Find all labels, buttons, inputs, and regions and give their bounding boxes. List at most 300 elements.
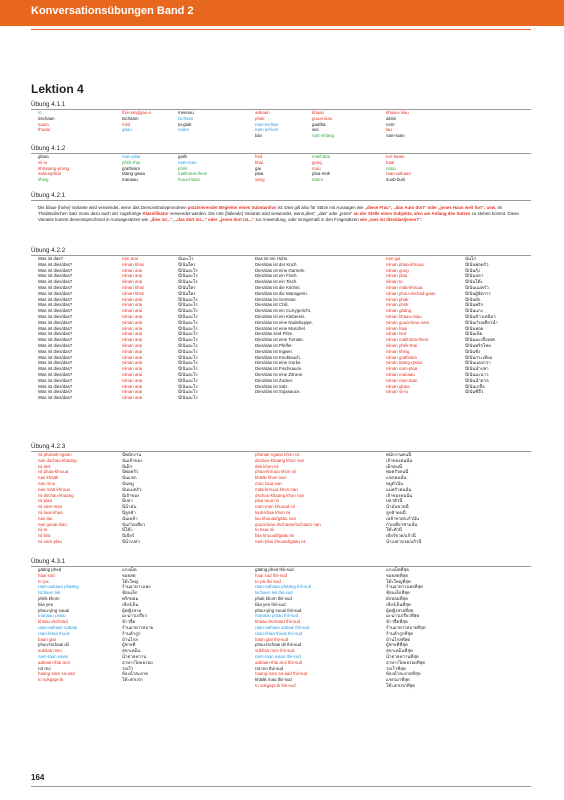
section-4-2-1-heading: Übung 4.2.1: [31, 192, 66, 199]
list-item: khaau: [312, 110, 324, 115]
list-item: aahaan-thai aroi thii-sud: [255, 659, 303, 665]
list-item: niinan makhüüa-theet: [386, 337, 429, 343]
list-item: Dies/das ist Sojasauce.: [255, 389, 301, 395]
list-item: niinan phuu-dschad-gaan: [386, 290, 436, 296]
list-item: niinan gung: [386, 267, 409, 273]
ex412-col-5: [312, 154, 330, 183]
list-item: Dies/das sind Pilze.: [255, 331, 294, 337]
list-item: Was ist das?: [38, 256, 63, 261]
list-item: to sokgaprok: [38, 677, 64, 683]
list-item: nam-taan waan thii-sud: [255, 653, 301, 659]
list-item: niinan arai: [122, 296, 143, 302]
list-item: gäau: [122, 127, 132, 133]
section-4-1-2-heading: Übung 4.1.2: [31, 145, 66, 152]
list-item: miid: [122, 121, 131, 127]
list-item: saam: [38, 121, 49, 127]
list-item: niinan arai: [122, 383, 143, 389]
list-item: nii biia: [38, 533, 51, 539]
list-item: พ่อครัวคนนี้: [386, 469, 409, 475]
list-item: raan-aahaan phääng thii-sud: [255, 584, 312, 590]
list-item: Was ist dies/das?: [38, 383, 73, 389]
list-item: Was ist dies/das?: [38, 371, 73, 377]
list-item: phuu-ying suuai thii-sud: [255, 607, 302, 613]
list-item: นี่/นั่นใคร: [178, 284, 196, 290]
list-item: นั่นหมู: [122, 480, 134, 486]
page-number: 164: [31, 773, 45, 782]
list-item: นี่/นั่นพริกไทย: [465, 342, 491, 348]
section-4-3-1-heading: Übung 4.3.1: [31, 558, 66, 565]
list-item: นั่นไก่: [465, 256, 476, 261]
list-item: ข้าวจืด: [122, 619, 136, 625]
list-item: wai: [312, 127, 319, 133]
list-item: khai: [255, 159, 264, 165]
list-item: niinan haai: [386, 325, 408, 331]
list-item: lau: [386, 127, 392, 133]
list-item: นี่/นั่นอะไร: [178, 354, 198, 360]
list-item: เบียร์เย็นที่สุด: [386, 601, 411, 607]
list-item: niinan nam-plaa: [386, 366, 418, 372]
list-item: niinan arai: [122, 302, 143, 308]
list-item: แม่ครัวคนนั้น: [386, 486, 412, 492]
list-item: khaau dschüüd thii-sud: [255, 619, 301, 625]
list-item: นี่/นั่นแกง: [465, 308, 483, 314]
list-item: Dies/das ist die Managerin.: [255, 290, 308, 296]
list-item: täang-gwaa: [122, 171, 145, 177]
list-item: niinan khing: [386, 348, 410, 354]
list-item: niinan arai: [122, 360, 143, 366]
list-item: phrik khom: [38, 595, 60, 601]
list-item: niinan grathiiam: [386, 354, 417, 360]
list-item: Dies/das ist Fischsauce.: [255, 366, 303, 372]
section-4-1-1-heading: Übung 4.1.1: [31, 101, 66, 108]
list-item: Dies/das ist Knoblauch.: [255, 354, 301, 360]
list-item: meenuu: [178, 110, 194, 115]
list-item: niinan phak: [386, 296, 409, 302]
list-item: naam: [178, 127, 189, 133]
list-item: นี่/นั่นอะไร: [178, 308, 198, 314]
list-item: to tuua nii: [255, 527, 275, 533]
list-item: นี่/นั่นปลา: [465, 273, 484, 279]
list-item: nam-taan: [386, 133, 405, 139]
list-item: niinan phaa-khruua: [386, 261, 424, 267]
list-item: raan-aahaan phääng: [38, 584, 79, 590]
list-item: tschaen lek thii-sud: [255, 590, 293, 596]
list-item: glüüa: [38, 154, 49, 159]
list-item: ห้องน้ำสะอาดที่สุด: [386, 671, 421, 677]
list-item: luuk-khaa khon nii: [255, 509, 291, 515]
list-item: niinan arai: [122, 313, 143, 319]
ex411-col-5: [312, 110, 334, 139]
list-item: อาหารไทยอร่อยที่สุด: [386, 659, 426, 665]
list-item: nii phaa-khruua: [38, 469, 69, 475]
list-item: gaafää: [312, 121, 326, 127]
ex423-right-thai: [386, 452, 421, 545]
footer-rule: [31, 786, 531, 787]
list-item: biia yen: [38, 601, 54, 607]
list-item: โต๊ะใหญ่: [122, 578, 139, 584]
list-item: ผู้ชายดีที่สุด: [386, 642, 408, 648]
list-item: aahaan: [255, 110, 270, 115]
list-item: muu: [312, 165, 321, 171]
list-item: นี่/นั่นอะไร: [178, 395, 198, 401]
list-item: dschau-khaang khon nan: [255, 492, 305, 498]
list-item: Was ist dies/das?: [38, 354, 73, 360]
list-item: Dies/das ist Zucker.: [255, 377, 294, 383]
list-item: นี่/นั่นขิง: [465, 348, 481, 354]
list-item: นี่น้ำเปล่า: [122, 538, 140, 544]
list-item: ห้องน้ำสะอาด: [122, 671, 149, 677]
text-run: ist. Dies gilt also für Sätze mit Aussagen wie: [276, 205, 365, 210]
list-item: ปลาตัวนี้: [386, 498, 403, 504]
list-item: Dies/das ist ein Klebereis.: [255, 313, 306, 319]
list-item: niinan khrai: [122, 284, 145, 290]
list-item: หอยสดที่สุด: [386, 572, 409, 578]
list-item: นี่พนักงาน: [122, 452, 142, 457]
list-item: หอยสด: [122, 572, 136, 578]
list-item: thii-nang/gau-ii: [122, 110, 151, 115]
list-item: นี่เจ้าของ: [122, 492, 140, 498]
list-item: niinan khrai: [122, 290, 145, 296]
list-item: nam-plau khuuad/gääu nii: [255, 538, 306, 544]
text-run: zu stehen kommt. Diese Variante kommt dementsprechend in Aussagesätzen wie: [38, 211, 519, 222]
list-item: rot reo: [38, 665, 51, 671]
list-item: ta-glab: [178, 121, 192, 127]
list-item: Was ist dies/das?: [38, 389, 73, 395]
list-item: manaau priiau: [38, 613, 66, 619]
list-item: แกงเผ็ด: [122, 567, 137, 572]
list-item: raan-aahaan sabaai thii-sud: [255, 624, 310, 630]
list-item: to: [38, 110, 42, 115]
ex431-right-thai: [386, 567, 426, 689]
list-item: ก๋วยเตี๋ยวชามนั้น: [386, 521, 418, 527]
list-item: nam ad-lom: [255, 127, 279, 133]
list-item: biia khuuad/gääu nii: [255, 533, 295, 539]
list-item: nam-man khuuad nii: [255, 504, 295, 510]
list-item: นี่/นั่นผัก: [465, 296, 481, 302]
list-item: Was ist dies/das?: [38, 290, 73, 296]
list-item: raan-aahaan sabaai: [38, 624, 78, 630]
list-item: Dies/das ist Gemüse.: [255, 296, 297, 302]
list-item: นี่พ่อครัว: [122, 469, 139, 475]
ex411-col-3: [178, 110, 194, 133]
list-item: Was ist dies/das?: [38, 284, 73, 290]
list-item: nan dschau-khaang: [38, 457, 77, 463]
list-item: dschau-khaang khon nan: [255, 457, 305, 463]
list-item: นั่นแม่ครัว: [122, 486, 142, 492]
list-item: นี่เด็ก: [122, 463, 133, 469]
list-item: phanak-ngaan khon nii: [255, 452, 300, 457]
list-item: nan gai: [386, 256, 401, 261]
section-rule: [31, 153, 531, 154]
list-item: khääk khon nan: [255, 475, 287, 481]
ex423-left-thai: [122, 452, 145, 545]
list-item: gai: [255, 165, 261, 171]
list-item: นี่/นั่นอะไร: [178, 348, 198, 354]
list-item: mää-khruua khon nan: [255, 486, 298, 492]
list-item: นี่/นั่นกระเทียม: [465, 354, 493, 360]
list-item: นี่/นั่นใคร: [178, 290, 196, 296]
list-item: นั่นแขก: [122, 475, 137, 481]
list-item: biia yen thii-sud: [255, 601, 286, 607]
list-item: นี่น้ำมัน: [122, 504, 137, 510]
list-item: niinan arai: [122, 366, 143, 372]
list-item: plaa: [255, 171, 264, 177]
list-item: นี่/นั่นพ่อครัว: [465, 261, 489, 267]
list-item: รถเร็วที่สุด: [386, 665, 406, 671]
list-item: เจ้าของคนนั้น: [386, 492, 413, 498]
list-item: khrüüang-prung: [38, 165, 70, 171]
list-item: phuu-ying suuai: [38, 607, 70, 613]
list-item: gaihi: [178, 154, 188, 159]
emphasis-run: „dies ist...“, „das dort ist...“ oder „jenes dort ist...“: [149, 217, 255, 222]
list-item: niinan plaa: [386, 273, 408, 279]
list-item: นี่/นั่นกุ้ง: [465, 267, 481, 273]
list-item: gääng phed: [38, 567, 62, 572]
list-item: ผู้หญิงสวย: [122, 607, 142, 613]
list-item: Dies/das ist eine Gurke.: [255, 360, 302, 366]
list-item: raan-khaa thuuk thii-sud: [255, 630, 303, 636]
list-item: นี่/นั่นน้ำตาล: [465, 377, 489, 383]
list-item: aahaan-thai aroi: [38, 659, 70, 665]
ex422-left-german: [38, 256, 72, 401]
ex423-left-translit: [38, 452, 77, 545]
list-item: hed: [255, 154, 263, 159]
list-item: นี่/นั่นอะไร: [178, 279, 198, 285]
ex422-right-translit: [386, 256, 436, 395]
list-item: นี่เบียร์: [122, 533, 135, 539]
list-item: โต๊ะสกปรกที่สุด: [386, 682, 416, 688]
list-item: นี่/นั่นอะไร: [178, 331, 198, 337]
page-header-bar: [0, 0, 564, 26]
list-item: น้ำมันขวดนี้: [386, 504, 409, 510]
list-item: นี่/นั่นอะไร: [178, 313, 198, 319]
list-item: niinan to: [386, 279, 403, 285]
list-item: Das ist ein Huhn.: [255, 256, 289, 261]
list-item: biia: [255, 133, 262, 139]
list-item: gääng phed thii-sud: [255, 567, 294, 572]
emphasis-run: präzisierender Begleiter eines Substantivs: [187, 205, 277, 210]
list-item: ton-haam: [386, 154, 405, 159]
list-item: Was ist dies/das?: [38, 313, 73, 319]
list-item: เด็กคนนี้: [386, 463, 402, 469]
list-item: phrik-thai: [122, 159, 141, 165]
list-item: นี่/นั่นอะไร: [178, 377, 198, 383]
list-item: Was ist dies/das?: [38, 366, 73, 372]
list-item: ร้านค้าถูกที่สุด: [386, 630, 413, 636]
ex411-col-2: [122, 110, 151, 133]
list-item: to yai thii-sud: [255, 578, 281, 584]
list-item: Was ist dies/das?: [38, 342, 73, 348]
list-item: nan muu: [38, 480, 56, 486]
list-item: นี่/นั่นอะไร: [178, 273, 198, 279]
ex423-right-translit: [255, 452, 321, 545]
list-item: ร้านอาหารสบายที่สุด: [386, 624, 426, 630]
list-item: นั่นเหล้า: [122, 515, 138, 521]
list-item: niinan täang-gwaa: [386, 360, 422, 366]
list-item: เบียร์ขวด/แก้วนี้: [386, 533, 416, 539]
list-item: niinan arai: [122, 267, 143, 273]
list-item: to yai: [38, 578, 49, 584]
ex412-col-6: [386, 154, 411, 183]
list-item: tschaen lek: [38, 590, 61, 596]
list-item: niinan phrik: [386, 302, 409, 308]
list-item: โต๊ะใหญ่ที่สุด: [386, 578, 411, 584]
list-item: นี่/นั่นอะไร: [178, 360, 198, 366]
list-item: nii luuk-khaa: [38, 509, 63, 515]
list-item: niinan sii-iu: [386, 389, 408, 395]
list-item: tschaen: [178, 115, 194, 121]
ex431-right-translit: [255, 567, 311, 689]
list-item: Was ist dies/das?: [38, 337, 73, 343]
list-item: นี่/นั่นก๋วยเตี๋ยวน้ำ: [465, 319, 498, 325]
list-item: nii plaa: [38, 498, 52, 504]
ex412-col-2: [122, 154, 145, 183]
ex422-right-german: [255, 256, 313, 395]
list-item: niinan arai: [122, 325, 143, 331]
list-item: แกงเผ็ดที่สุด: [386, 567, 409, 572]
list-item: น้ำตาลหวาน: [122, 653, 147, 659]
list-item: ผู้ชายดี: [122, 642, 136, 648]
list-item: นี่/นั่นอะไร: [178, 302, 198, 308]
list-item: lau khuuad/gääu nan: [255, 515, 297, 521]
list-item: grathiiam: [122, 165, 141, 171]
list-item: baan glai: [38, 636, 56, 642]
list-item: sang: [255, 177, 265, 183]
list-item: Was ist dies/das?: [38, 348, 73, 354]
list-item: nam-man: [178, 159, 197, 165]
list-item: นั่นอะไร: [178, 256, 194, 261]
list-item: Was ist dies/das?: [38, 331, 73, 337]
list-item: Was ist dies/das?: [38, 267, 73, 273]
list-item: niinan arai: [122, 342, 143, 348]
list-item: Was ist dies/das?: [38, 279, 73, 285]
list-item: Dies/das ist eine Garnele.: [255, 267, 306, 273]
section-4-2-3-heading: Übung 4.2.3: [31, 443, 66, 450]
list-item: nii nam-plau: [38, 538, 62, 544]
list-item: raan-khaa thuuk: [38, 630, 70, 636]
list-item: nam-tschaa: [255, 121, 278, 127]
list-item: niinan manaau: [386, 371, 415, 377]
list-item: พริกหอม: [122, 595, 139, 601]
list-item: nan lau: [38, 515, 53, 521]
book-title: Konversationsübungen Band 2: [31, 5, 194, 17]
ex411-col-1: [38, 110, 55, 133]
list-item: nii nam-man: [38, 504, 63, 510]
list-item: niinan arai: [122, 395, 143, 401]
list-item: haang-nam sa-aad thii-sud: [255, 671, 308, 677]
list-item: ผักหอมที่สุด: [386, 595, 409, 601]
list-item: niinan arai: [122, 389, 143, 395]
list-item: นี่/นั่นเกลือ: [465, 383, 485, 389]
list-item: Was ist dies/das?: [38, 296, 73, 302]
list-item: niinan arai: [122, 319, 143, 325]
list-item: นี่/นั่นอะไร: [178, 371, 198, 377]
list-item: niinan gääng: [386, 308, 412, 314]
list-item: raan-aahaan: [386, 171, 411, 177]
section-4-2-2-heading: Übung 4.2.2: [31, 247, 66, 254]
list-item: นี่/นั่นอะไร: [178, 366, 198, 372]
list-item: เหล้าขวด/แก้วนั้น: [386, 515, 420, 521]
list-item: dek khon nii: [255, 463, 279, 469]
list-item: sii-iu: [38, 159, 48, 165]
list-item: Dies/das ist eine Tomate.: [255, 337, 304, 343]
list-item: muu tuua nan: [255, 480, 282, 486]
list-item: รถเร็ว: [122, 665, 134, 671]
header-rule: [31, 29, 531, 30]
list-item: nam-taan waan: [38, 653, 69, 659]
list-item: นี่/นั่นโต๊ะ: [465, 279, 483, 285]
list-item: niinan hed: [386, 331, 407, 337]
list-item: นี่/นั่นแม่ครัว: [465, 284, 489, 290]
list-item: aitiim: [386, 115, 397, 121]
list-item: นี่/นั่นมะเขือเทศ: [465, 337, 495, 343]
list-item: นี่/นั่นอะไร: [178, 342, 198, 348]
list-item: อาหารไทยอร่อย: [122, 659, 153, 665]
text-run: zur Anwendung, oder sinngemäß in den Fragesätzen: [254, 217, 360, 222]
list-item: niinan guuai-tiiau-nam: [386, 319, 430, 325]
list-item: Dies/das ist ein Currygericht.: [255, 308, 312, 314]
list-item: Dies/das ist Ingwer.: [255, 348, 294, 354]
list-item: phaa-khruua khon nii: [255, 469, 297, 475]
list-item: rot reo thii-sud: [255, 665, 284, 671]
list-item: นี่ลูกค้า: [122, 509, 136, 515]
list-item: นี่/นั่นอะไร: [178, 325, 198, 331]
list-item: ร้านค้าถูก: [122, 630, 141, 636]
list-item: plaa tuua nii: [255, 498, 279, 504]
list-item: บ้านไกล: [122, 636, 138, 642]
list-item: niinan arai: [122, 331, 143, 337]
lesson-title: Lektion 4: [31, 82, 84, 96]
list-item: Was ist dies/das?: [38, 273, 73, 279]
list-item: มะนาวเปรี้ยวที่สุด: [386, 613, 420, 619]
list-item: Was ist dies/das?: [38, 308, 73, 314]
ex422-right-thai: [465, 256, 498, 395]
ex431-left-thai: [122, 567, 153, 683]
list-item: Dies/das ist eine Nudelsuppe.: [255, 319, 314, 325]
list-item: นั่นเจ้าของ: [122, 457, 143, 463]
list-item: นี่โต๊ะ: [122, 527, 133, 533]
list-item: niinan arai: [122, 273, 143, 279]
text-run: verwendet werden. Die rote (fallende) Variante wird verwendet, wenn„dies“, „das“ oder „jenes“: [168, 211, 354, 216]
list-item: niinan arai: [122, 371, 143, 377]
list-item: นี่/นั่นน้ำปลา: [465, 366, 489, 372]
list-item: นี่/นั่นอะไร: [178, 383, 198, 389]
list-item: suub-burii: [386, 177, 406, 183]
list-item: นี่/นั่นอะไร: [178, 389, 198, 395]
list-item: ลูกค้าคนนี้: [386, 509, 406, 515]
list-item: niinan arai: [122, 279, 143, 285]
list-item: niinan arai: [122, 348, 143, 354]
list-item: แขกคนนั้น: [386, 475, 407, 481]
list-item: Dies/das ist Salz.: [255, 383, 289, 389]
list-item: to sokgaprok thii-sud: [255, 682, 296, 688]
list-item: บ้านไกลที่สุด: [386, 636, 411, 642]
list-item: samunphrai: [38, 171, 61, 177]
list-item: ร้านอาหารสบาย: [122, 624, 154, 630]
list-item: makhüüa: [312, 154, 331, 159]
text-run: Die blaue (hohe) Variante wird verwendet, wenn das Demonstrativpronomen: [38, 205, 188, 210]
list-item: Dies/das ist Pfeffer.: [255, 342, 293, 348]
list-item: ผู้หญิงสวยที่สุด: [386, 607, 414, 613]
text-run: Im Thailändischen Satz muss dazu auch der zugehörige: [38, 205, 503, 216]
list-item: nüüa: [386, 165, 396, 171]
list-item: plaa-mük: [312, 171, 331, 177]
list-item: guuai-tiiau: [312, 115, 333, 121]
list-item: Was ist dies/das?: [38, 377, 73, 383]
list-item: thuuai: [38, 127, 50, 133]
list-item: nan mää-khruua: [38, 486, 70, 492]
list-item: นี่/นั่นเห็ด: [465, 331, 483, 337]
